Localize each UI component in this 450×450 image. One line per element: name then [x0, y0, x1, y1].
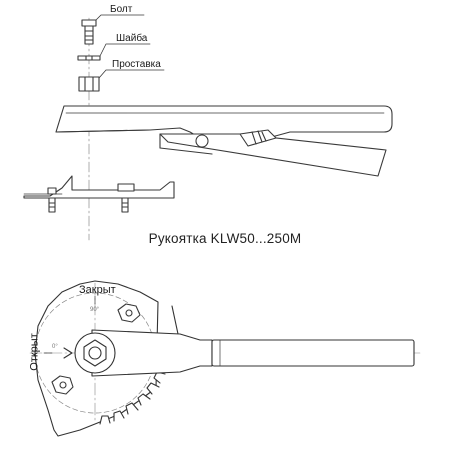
closed-label: Закрыт — [79, 284, 116, 296]
mounting-base — [24, 176, 174, 212]
washer-icon — [78, 56, 100, 60]
spacer-leader — [99, 70, 164, 78]
washer-leader — [100, 44, 150, 56]
handle-top-view — [30, 281, 420, 436]
spacer-icon — [79, 77, 99, 91]
bolt-label: Болт — [110, 4, 133, 15]
handle-grip — [212, 340, 414, 366]
hub-center — [89, 347, 101, 359]
washer-label: Шайба — [116, 33, 148, 44]
spacer-label: Проставка — [112, 59, 161, 70]
exploded-assembly — [24, 15, 392, 240]
bolt-icon — [82, 20, 96, 44]
open-angle-mark: 0° — [52, 344, 58, 350]
lever-side-view — [56, 106, 392, 176]
open-label: Открыт — [28, 333, 41, 371]
closed-angle-mark: 90° — [90, 307, 100, 313]
drawing-caption: Рукоятка KLW50...250M — [148, 231, 302, 246]
